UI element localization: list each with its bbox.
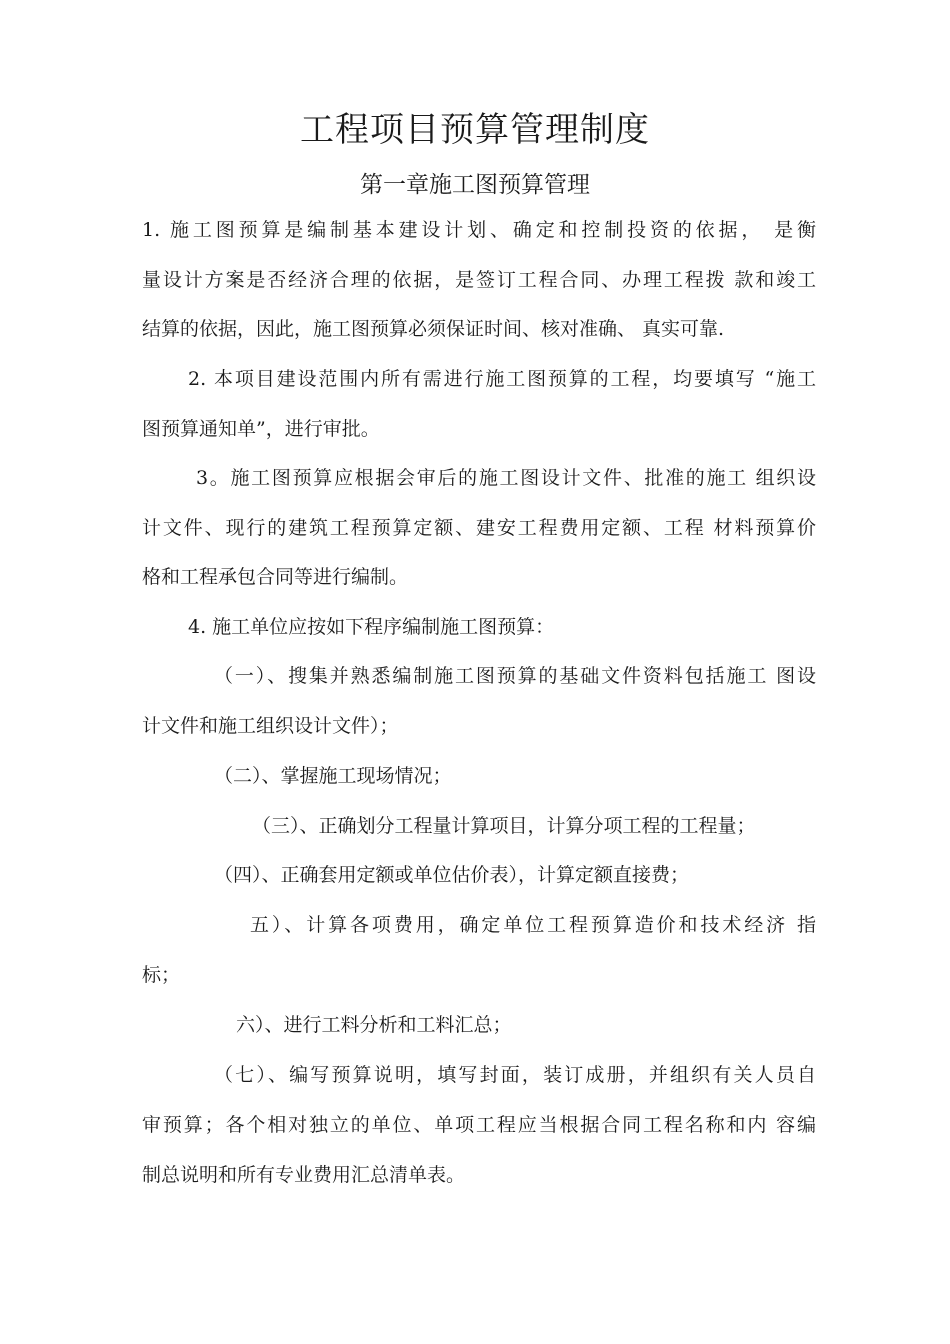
body-line: 1. 施工图预算是编制基本建设计划、确定和控制投资的依据， 是衡 — [142, 219, 816, 241]
body-line: 3。施工图预算应根据会审后的施工图设计文件、批准的施工 组织设 — [196, 467, 816, 489]
body-line: 4. 施工单位应按如下程序编制施工图预算： — [188, 616, 555, 638]
body-line: （七）、编写预算说明，填写封面，装订成册，并组织有关人员自 — [214, 1064, 816, 1086]
body-line: （四）、正确套用定额或单位估价表），计算定额直接费； — [214, 864, 690, 886]
body-line: 制总说明和所有专业费用汇总清单表。 — [142, 1164, 466, 1186]
body-line: 量设计方案是否经济合理的依据，是签订工程合同、办理工程拨 款和竣工 — [142, 269, 816, 291]
body-line: 计文件和施工组织设计文件）； — [142, 715, 399, 737]
body-line: 标； — [142, 964, 181, 986]
body-line: （一）、搜集并熟悉编制施工图预算的基础文件资料包括施工 图设 — [214, 665, 816, 687]
body-line: 2. 本项目建设范围内所有需进行施工图预算的工程，均要填写 “施工 — [188, 368, 816, 390]
body-line: （三）、正确划分工程量计算项目，计算分项工程的工程量； — [252, 815, 756, 837]
body-line: 结算的依据，因此，施工图预算必须保证时间、核对准确、 真实可靠. — [142, 318, 725, 340]
chapter-title: 第一章施工图预算管理 — [360, 172, 590, 198]
body-line: 五）、计算各项费用，确定单位工程预算造价和技术经济 指 — [250, 914, 816, 936]
body-line: （二）、掌握施工现场情况； — [214, 765, 452, 787]
body-line: 图预算通知单”，进行审批。 — [142, 418, 380, 440]
document-title: 工程项目预算管理制度 — [300, 110, 650, 150]
body-line: 格和工程承包合同等进行编制。 — [142, 566, 409, 588]
body-line: 六）、进行工料分析和工料汇总； — [236, 1014, 512, 1036]
body-line: 计文件、现行的建筑工程预算定额、建安工程费用定额、工程 材料预算价 — [142, 517, 816, 539]
body-line: 审预算；各个相对独立的单位、单项工程应当根据合同工程名称和内 容编 — [142, 1114, 816, 1136]
